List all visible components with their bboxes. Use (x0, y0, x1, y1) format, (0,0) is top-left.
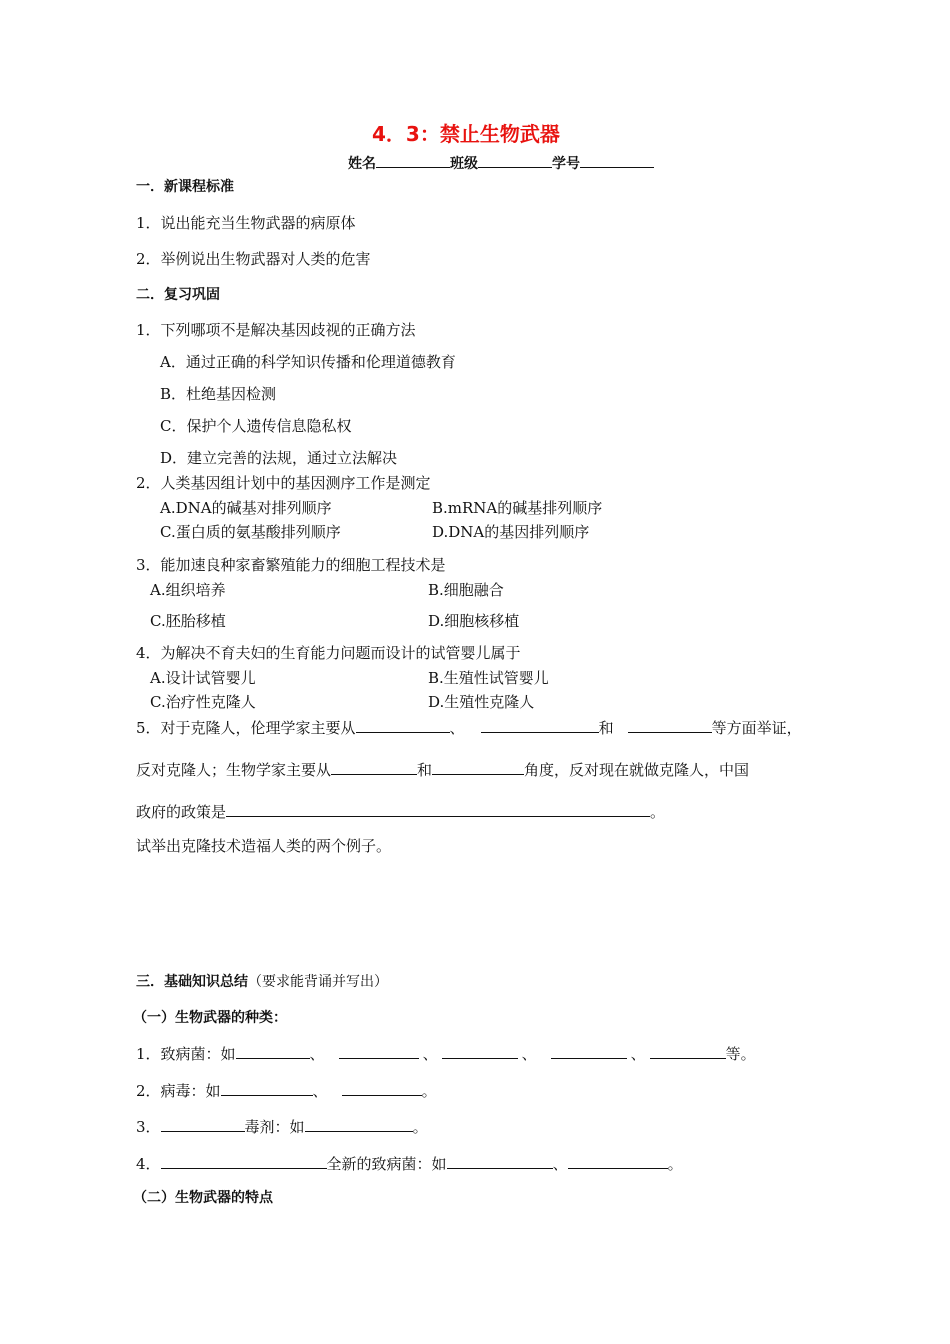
sep: 、 (630, 1045, 646, 1063)
s3-item-1-blank-4[interactable] (551, 1043, 627, 1059)
section3-heading: 三．基础知识总结 (136, 974, 248, 990)
q3-option-c: C.胚胎移植 (150, 612, 226, 630)
q5-blank-4[interactable] (331, 759, 417, 775)
name-blank[interactable] (376, 152, 450, 168)
q5-policy-blank[interactable] (226, 801, 650, 817)
s3-item-3-end: 。 (412, 1118, 428, 1136)
q5-line-3 (136, 801, 665, 822)
sep: 、 (422, 1045, 438, 1063)
q1-stem: 1．下列哪项不是解决基因歧视的正确方法 (136, 321, 416, 339)
s3-item-4-label: 4． (136, 1155, 161, 1173)
s3-item-2-blank-2[interactable] (342, 1080, 422, 1096)
s3-item-4-blank-3[interactable] (568, 1153, 668, 1169)
q4-stem: 4．为解决不育夫妇的生育能力问题而设计的试管婴儿属于 (136, 644, 521, 662)
s3-item-1-blank-1[interactable] (236, 1043, 310, 1059)
q5-examples-prompt: 试举出克隆技术造福人类的两个例子。 (136, 837, 392, 855)
class-label: 班级 (450, 156, 478, 172)
section3-sub2: （二）生物武器的特点 (133, 1190, 273, 1206)
s3-item-4-text: 全新的致病菌：如 (326, 1155, 447, 1173)
class-blank[interactable] (478, 152, 552, 168)
s3-item-1-blank-2[interactable] (339, 1043, 419, 1059)
s3-item-1-blank-5[interactable] (650, 1043, 726, 1059)
section3-sub1: （一）生物武器的种类： (133, 1010, 287, 1026)
name-label: 姓名 (348, 156, 376, 172)
s3-item-1-blank-3[interactable] (442, 1043, 518, 1059)
q1-option-c: C．保护个人遗传信息隐私权 (160, 417, 352, 435)
s3-item-1-label: 1．致病菌：如 (136, 1045, 236, 1063)
s3-item-2 (136, 1080, 437, 1101)
sep: 、 (552, 1155, 568, 1173)
q4-option-c: C.治疗性克隆人 (150, 693, 256, 711)
q4-option-a: A.设计试管婴儿 (150, 669, 256, 687)
q5-blank-5[interactable] (432, 759, 524, 775)
student-info (348, 152, 654, 174)
sep: 、 (309, 1045, 325, 1063)
q5-blank-1[interactable] (356, 717, 450, 733)
q1-option-b: B．杜绝基因检测 (160, 385, 277, 403)
q5-policy-label: 政府的政策是 (136, 803, 227, 821)
q1-option-a: A．通过正确的科学知识传播和伦理道德教育 (160, 353, 456, 371)
q5-blank-3[interactable] (628, 717, 712, 733)
s3-item-2-blank-1[interactable] (221, 1080, 313, 1096)
q5-blank-2[interactable] (481, 717, 599, 733)
id-label: 学号 (552, 156, 580, 172)
q3-option-d: D.细胞核移植 (428, 612, 520, 630)
q3-option-b: B.细胞融合 (428, 581, 504, 599)
s3-item-3-blank-1[interactable] (161, 1116, 245, 1132)
section2-heading: 二．复习巩固 (136, 287, 220, 303)
s3-item-4-blank-2[interactable] (447, 1153, 553, 1169)
section1-item-2: 2．举例说出生物武器对人类的危害 (136, 250, 371, 268)
s3-item-3-text: 毒剂：如 (244, 1118, 305, 1136)
q5-and-2: 和 (417, 761, 433, 779)
q5-text-2: 反对克隆人；生物学家主要从 (136, 761, 332, 779)
section3-heading-line (136, 972, 388, 992)
q5-separator: 、 (449, 719, 465, 737)
section1-heading: 一．新课程标准 (136, 179, 234, 195)
q4-option-b: B.生殖性试管婴儿 (428, 669, 549, 687)
q2-option-c: C.蛋白质的氨基酸排列顺序 (160, 523, 341, 541)
q4-option-d: D.生殖性克隆人 (428, 693, 535, 711)
s3-item-3-label: 3． (136, 1118, 161, 1136)
q5-line-2 (136, 759, 749, 780)
s3-item-2-label: 2．病毒：如 (136, 1082, 221, 1100)
q2-option-a: A.DNA的碱基对排列顺序 (160, 499, 332, 517)
s3-item-4-end: 。 (667, 1155, 683, 1173)
q1-option-d: D．建立完善的法规，通过立法解决 (160, 449, 398, 467)
s3-item-3 (136, 1116, 428, 1137)
q2-option-d: D.DNA的基因排列顺序 (432, 523, 590, 541)
q5-period: 。 (650, 803, 666, 821)
q5-text: 5．对于克隆人，伦理学家主要从 (136, 719, 356, 737)
section1-item-1: 1．说出能充当生物武器的病原体 (136, 214, 356, 232)
q5-and: 和 (598, 719, 614, 737)
q5-text-end: 等方面举证， (711, 719, 802, 737)
q2-option-b: B.mRNA的碱基排列顺序 (432, 499, 603, 517)
s3-item-1-end: 等。 (725, 1045, 756, 1063)
sep: 、 (521, 1045, 537, 1063)
page-title: 4．3：禁止生物武器 (372, 122, 560, 146)
s3-item-4-blank-1[interactable] (161, 1153, 327, 1169)
sep: 、 (312, 1082, 328, 1100)
q2-stem: 2．人类基因组计划中的基因测序工作是测定 (136, 474, 431, 492)
q5-text-3: 角度，反对现在就做克隆人，中国 (524, 761, 750, 779)
q3-stem: 3．能加速良种家畜繁殖能力的细胞工程技术是 (136, 556, 446, 574)
section3-note: （要求能背诵并写出） (248, 974, 388, 990)
q5-line-1 (136, 717, 802, 738)
id-blank[interactable] (580, 152, 654, 168)
s3-item-2-end: 。 (421, 1082, 437, 1100)
s3-item-4 (136, 1153, 683, 1174)
q3-option-a: A.组织培养 (150, 581, 226, 599)
s3-item-1 (136, 1043, 756, 1064)
s3-item-3-blank-2[interactable] (305, 1116, 413, 1132)
